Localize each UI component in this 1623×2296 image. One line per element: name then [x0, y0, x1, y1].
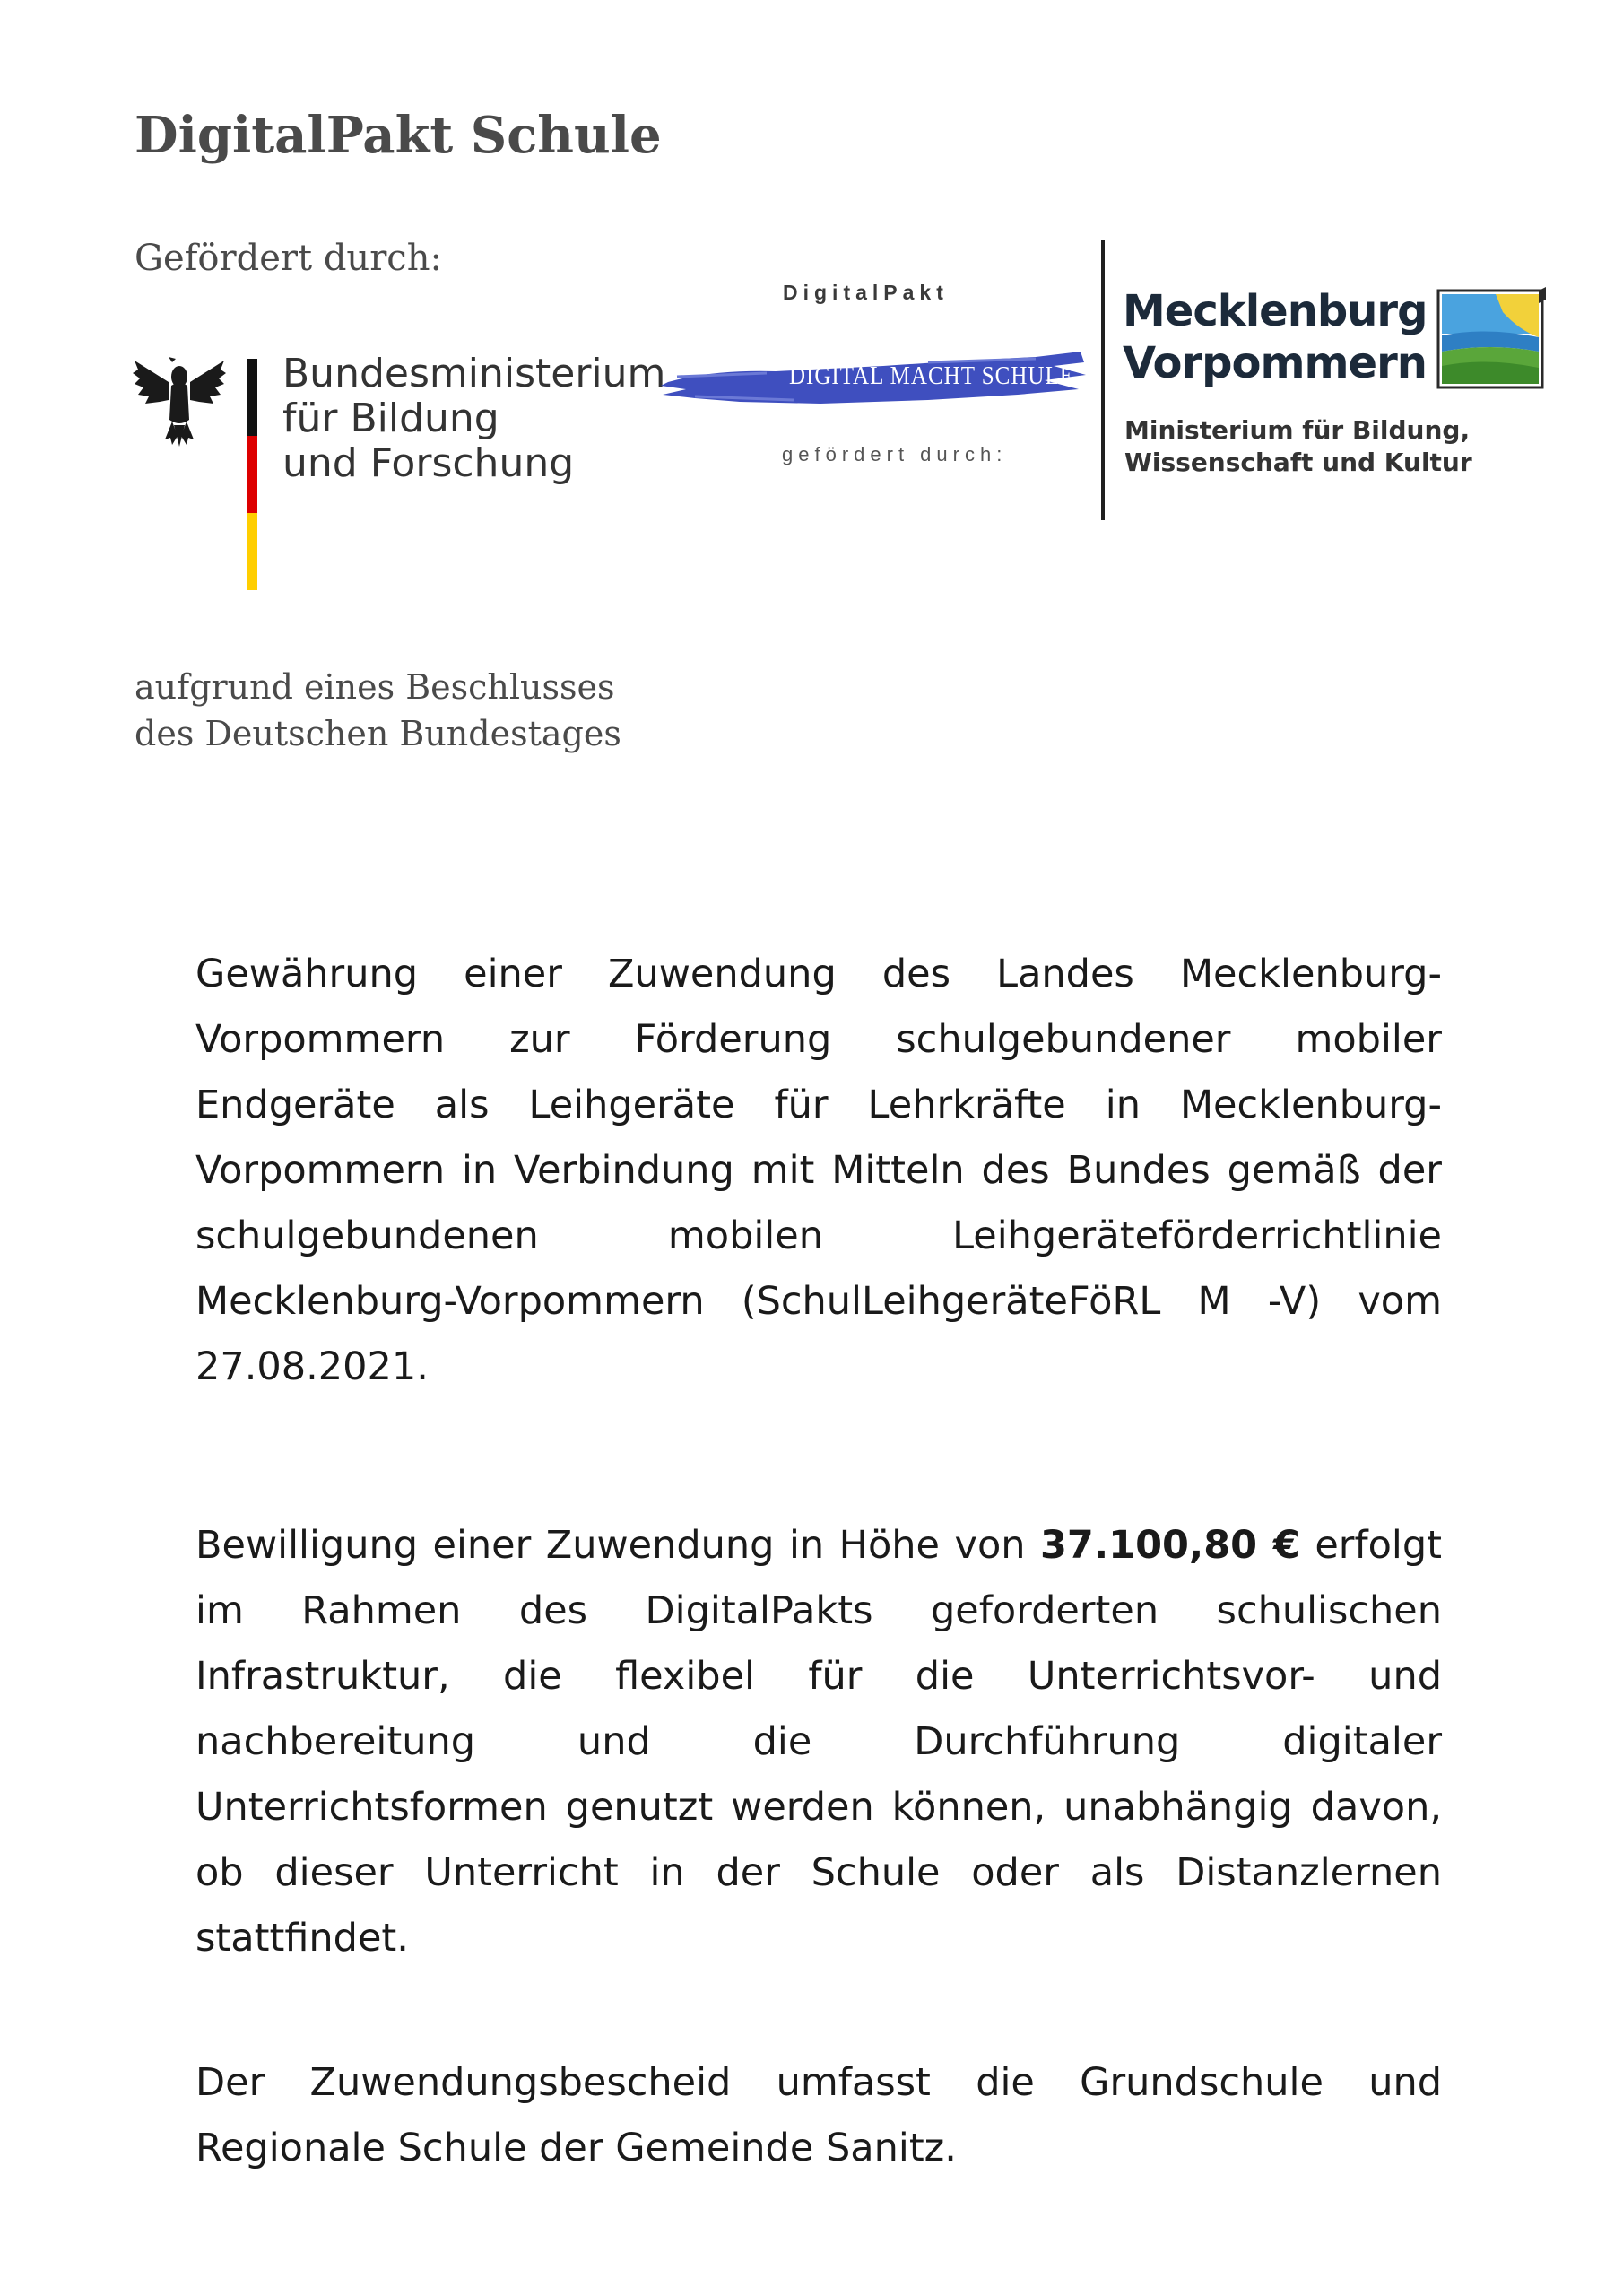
mv-state-name — [1123, 285, 1427, 389]
mv-landscape-emblem-icon — [1433, 285, 1549, 393]
grant-scope-paragraph: Der Zuwendungsbescheid umfasst die Grundschule und Regionale Schule der Gemeinde Sanitz. — [195, 2060, 1442, 2170]
bmbf-line-3: und Forschung — [282, 440, 575, 486]
grant-amount-details: erfolgt im Rahmen des DigitalPakts geforderten schulischen Infrastruktur, die flexibel für die Unterrichtsvor- und nachbereitung und die Durchführung digitaler Unterrichtsformen genutzt werden können, unabhängig davon, ob dieser Unterricht in der Schule oder als Distanzlernen stattfindet. — [195, 1523, 1443, 1961]
grant-amount-paragraph — [195, 1513, 1442, 1971]
bmbf-name — [282, 352, 665, 486]
bmbf-line-2: für Bildung — [282, 396, 499, 441]
digitalpakt-schule-title: DigitalPakt Schule — [135, 106, 662, 165]
digitalpakt-slogan: DIGITAL MACHT SCHULE — [789, 361, 1074, 390]
funded-by-label: Gefördert durch: — [135, 238, 442, 279]
grant-description-paragraph: Gewährung einer Zuwendung des Landes Mecklenburg-Vorpommern zur Förderung schulgebundener mobiler Endgeräte als Leihgeräte für Lehrkräfte in Mecklenburg-Vorpommern in Verbindung mit Mitteln des Bundes gemäß der schulgebundenen mobilen Leihgeräteförderrichtlinie Mecklenburg-Vorpommern (SchulLeihgeräteFöRL M -V) vom 27.08.2021. — [195, 952, 1442, 1389]
federal-eagle-icon — [133, 350, 226, 448]
digitalpakt-logo-title: DigitalPakt — [783, 281, 949, 304]
grant-amount-intro: Bewilligung einer Zuwendung in Höhe von — [195, 1523, 1040, 1568]
mv-ministry-name — [1124, 414, 1472, 479]
german-flag-bar — [247, 359, 257, 590]
bundestag-line-2: des Deutschen Bundestages — [135, 714, 621, 753]
bundestag-note — [135, 664, 621, 757]
bmbf-line-1: Bundesministerium — [282, 351, 666, 396]
mv-ministry-line-2: Wissenschaft und Kultur — [1124, 448, 1472, 477]
mv-ministry-line-1: Ministerium für Bildung, — [1124, 415, 1471, 445]
grant-amount-value: 37.100,80 € — [1040, 1523, 1300, 1568]
bundestag-line-1: aufgrund eines Beschlusses — [135, 667, 615, 707]
logo-divider — [1101, 240, 1105, 520]
mv-name-line-2: Vorpommern — [1123, 338, 1427, 388]
mv-name-line-1: Mecklenburg — [1123, 286, 1428, 336]
digitalpakt-funded-by: gefördert durch: — [782, 443, 1008, 465]
